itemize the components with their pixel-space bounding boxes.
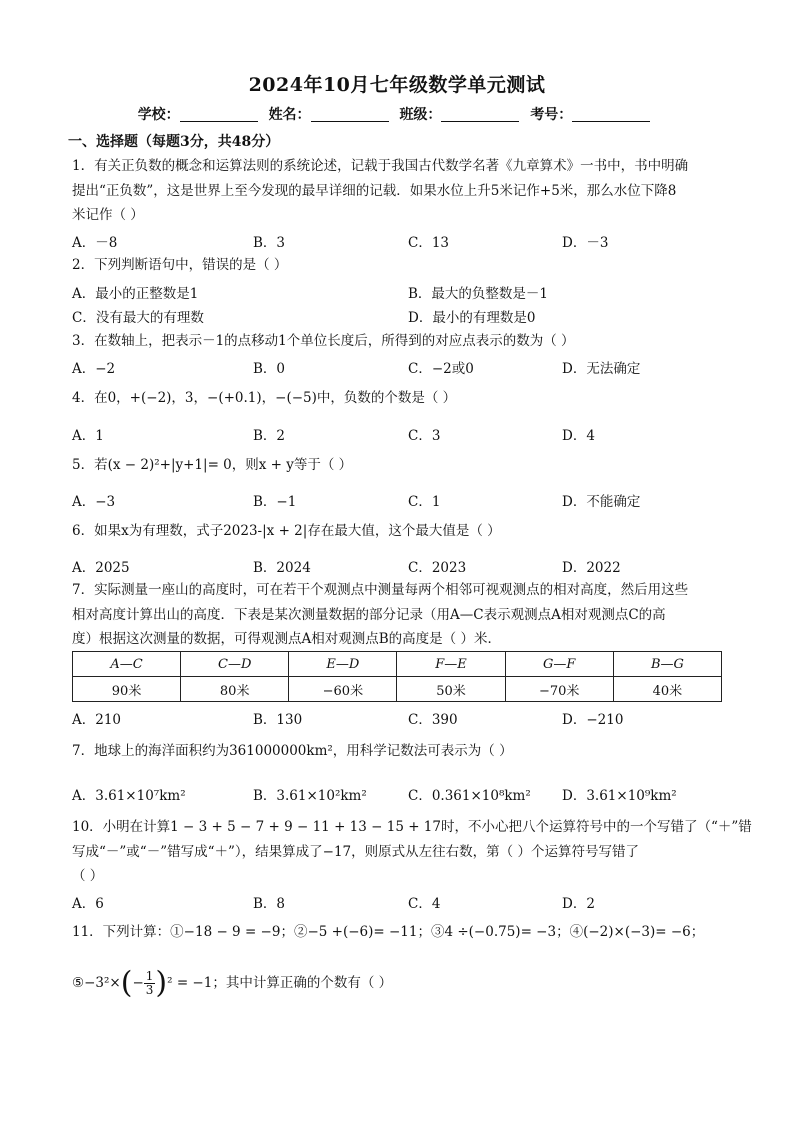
table-cell: 80米 (181, 677, 289, 702)
student-info-row (0, 104, 794, 124)
school-label: 学校： (137, 107, 180, 123)
q2-option-a[interactable]: A．最小的正整数是1 (72, 286, 199, 302)
q7b-option-c[interactable]: C．0.361×10⁸km² (408, 788, 531, 804)
q1-line2: 提出“正负数”，这是世界上至今发现的最早详细的记载．如果水位上升5米记作+5米，那么水位下降8 (72, 183, 677, 199)
q3-stem: 3．在数轴上，把表示－1的点移动1个单位长度后，所得到的对应点表示的数为（ ） (72, 333, 575, 349)
fraction (144, 970, 156, 997)
q7a-option-d[interactable]: D．−210 (562, 712, 624, 728)
name-field[interactable] (311, 107, 389, 122)
q4-option-b[interactable]: B．2 (253, 428, 286, 444)
table-header-cell: G—F (505, 652, 613, 677)
q5-option-d[interactable]: D．不能确定 (562, 494, 641, 510)
table-cell: 40米 (613, 677, 721, 702)
q10-line2: 写成“－”或“－”错写成“＋”），结果算成了−17，则原式从左往右数，第（ ）个运算符号写错了 (72, 844, 639, 860)
q10-option-b[interactable]: B．8 (253, 896, 286, 912)
class-field[interactable] (441, 107, 519, 122)
school-field[interactable] (180, 107, 258, 122)
q4-option-a[interactable]: A．1 (72, 428, 104, 444)
fraction-denominator: 3 (145, 983, 154, 997)
q11-line2-prefix: ⑤−3²× (72, 975, 121, 991)
q7b-option-d[interactable]: D．3.61×10⁹km² (562, 788, 677, 804)
q7a-line1: 7．实际测量一座山的高度时，可在若干个观测点中测量每两个相邻可视观测点的相对高度，然后用这些 (72, 582, 689, 598)
q7b-option-a[interactable]: A．3.61×10⁷km² (72, 788, 186, 804)
table-cell: −60米 (289, 677, 397, 702)
q2-option-b[interactable]: B．最大的负整数是－1 (408, 286, 549, 302)
q7a-option-a[interactable]: A．210 (72, 712, 122, 728)
q11-line1: 11．下列计算：①−18 − 9 = −9；②−5 +(−6)= −11；③4 ÷(−0.75)= −3；④(−2)×(−3)= −6； (72, 924, 705, 940)
table-cell: 50米 (397, 677, 505, 702)
q2-stem: 2．下列判断语句中，错误的是（ ） (72, 257, 288, 273)
q1-option-a[interactable]: A．－8 (72, 235, 118, 251)
q11-line2-suffix: ² = −1；其中计算正确的个数有（ ） (167, 975, 393, 991)
exam-no-field[interactable] (572, 107, 650, 122)
q7a-line3: 度）根据这次测量的数据，可得观测点A相对观测点B的高度是（ ）米． (72, 631, 501, 647)
table-header-cell: C—D (181, 652, 289, 677)
q10-line3: （ ） (72, 868, 104, 884)
q10-option-a[interactable]: A．6 (72, 896, 104, 912)
table-header-row (73, 652, 722, 677)
section-title: 一、选择题（每题3分，共48分） (68, 134, 280, 150)
q2-option-c[interactable]: C．没有最大的有理数 (72, 310, 204, 326)
q6-option-d[interactable]: D．2022 (562, 560, 621, 576)
q5-stem: 5．若(x − 2)²+|y+1|= 0，则x + y等于（ ） (72, 457, 353, 473)
exam-no-label: 考号： (530, 107, 573, 123)
measurement-table (72, 651, 722, 702)
table-header-cell: E—D (289, 652, 397, 677)
q1-option-b[interactable]: B．3 (253, 235, 286, 251)
q4-stem: 4．在0，+(−2)，3，−(+0.1)，−(−5)中，负数的个数是（ ） (72, 390, 457, 406)
q7a-option-b[interactable]: B．130 (253, 712, 303, 728)
table-header-cell: A—C (73, 652, 181, 677)
fraction-numerator: 1 (145, 969, 154, 983)
name-label: 姓名： (268, 107, 311, 123)
q1-option-d[interactable]: D．－3 (562, 235, 609, 251)
q6-option-a[interactable]: A．2025 (72, 560, 130, 576)
table-cell: −70米 (505, 677, 613, 702)
q1-option-c[interactable]: C．13 (408, 235, 450, 251)
q4-option-c[interactable]: C．3 (408, 428, 441, 444)
left-paren: ( (120, 965, 133, 1001)
q6-option-c[interactable]: C．2023 (408, 560, 467, 576)
table-row (73, 677, 722, 702)
page-title: 2024年10月七年级数学单元测试 (248, 74, 546, 96)
q2-option-d[interactable]: D．最小的有理数是0 (408, 310, 536, 326)
q7b-option-b[interactable]: B．3.61×10²km² (253, 788, 367, 804)
q7a-line2: 相对高度计算出山的高度．下表是某次测量数据的部分记录（用A—C表示观测点A相对观测点C的高 (72, 607, 666, 623)
q5-option-b[interactable]: B．−1 (253, 494, 297, 510)
q3-option-b[interactable]: B．0 (253, 361, 286, 377)
q10-option-d[interactable]: D．2 (562, 896, 595, 912)
q5-option-c[interactable]: C．1 (408, 494, 441, 510)
q1-line1: 1．有关正负数的概念和运算法则的系统论述，记载于我国古代数学名著《九章算术》一书中，书中明确 (72, 158, 689, 174)
class-label: 班级： (399, 107, 442, 123)
q7b-stem: 7．地球上的海洋面积约为361000000km²，用科学记数法可表示为（ ） (72, 743, 513, 759)
q6-option-b[interactable]: B．2024 (253, 560, 311, 576)
q11-line2: ⑤−3²×(− $\frac{1}{3}$ )² = −1；其中计算正确的个数有（ ） (72, 965, 393, 1001)
right-paren: ) (155, 965, 168, 1001)
table-header-cell: B—G (613, 652, 721, 677)
q3-option-c[interactable]: C．−2或0 (408, 361, 474, 377)
q10-option-c[interactable]: C．4 (408, 896, 441, 912)
table-header-cell: F—E (397, 652, 505, 677)
q3-option-a[interactable]: A．−2 (72, 361, 116, 377)
q5-option-a[interactable]: A．−3 (72, 494, 116, 510)
q7a-option-c[interactable]: C．390 (408, 712, 458, 728)
q4-option-d[interactable]: D．4 (562, 428, 595, 444)
q1-line3: 米记作（ ） (72, 207, 144, 223)
table-cell: 90米 (73, 677, 181, 702)
q6-stem: 6．如果x为有理数，式子2023-|x + 2|存在最大值，这个最大值是（ ） (72, 523, 501, 539)
q3-option-d[interactable]: D．无法确定 (562, 361, 641, 377)
q10-line1: 10．小明在计算1 − 3 + 5 − 7 + 9 − 11 + 13 − 15 + 17时，不小心把八个运算符号中的一个写错了（“＋”错 (72, 819, 752, 835)
